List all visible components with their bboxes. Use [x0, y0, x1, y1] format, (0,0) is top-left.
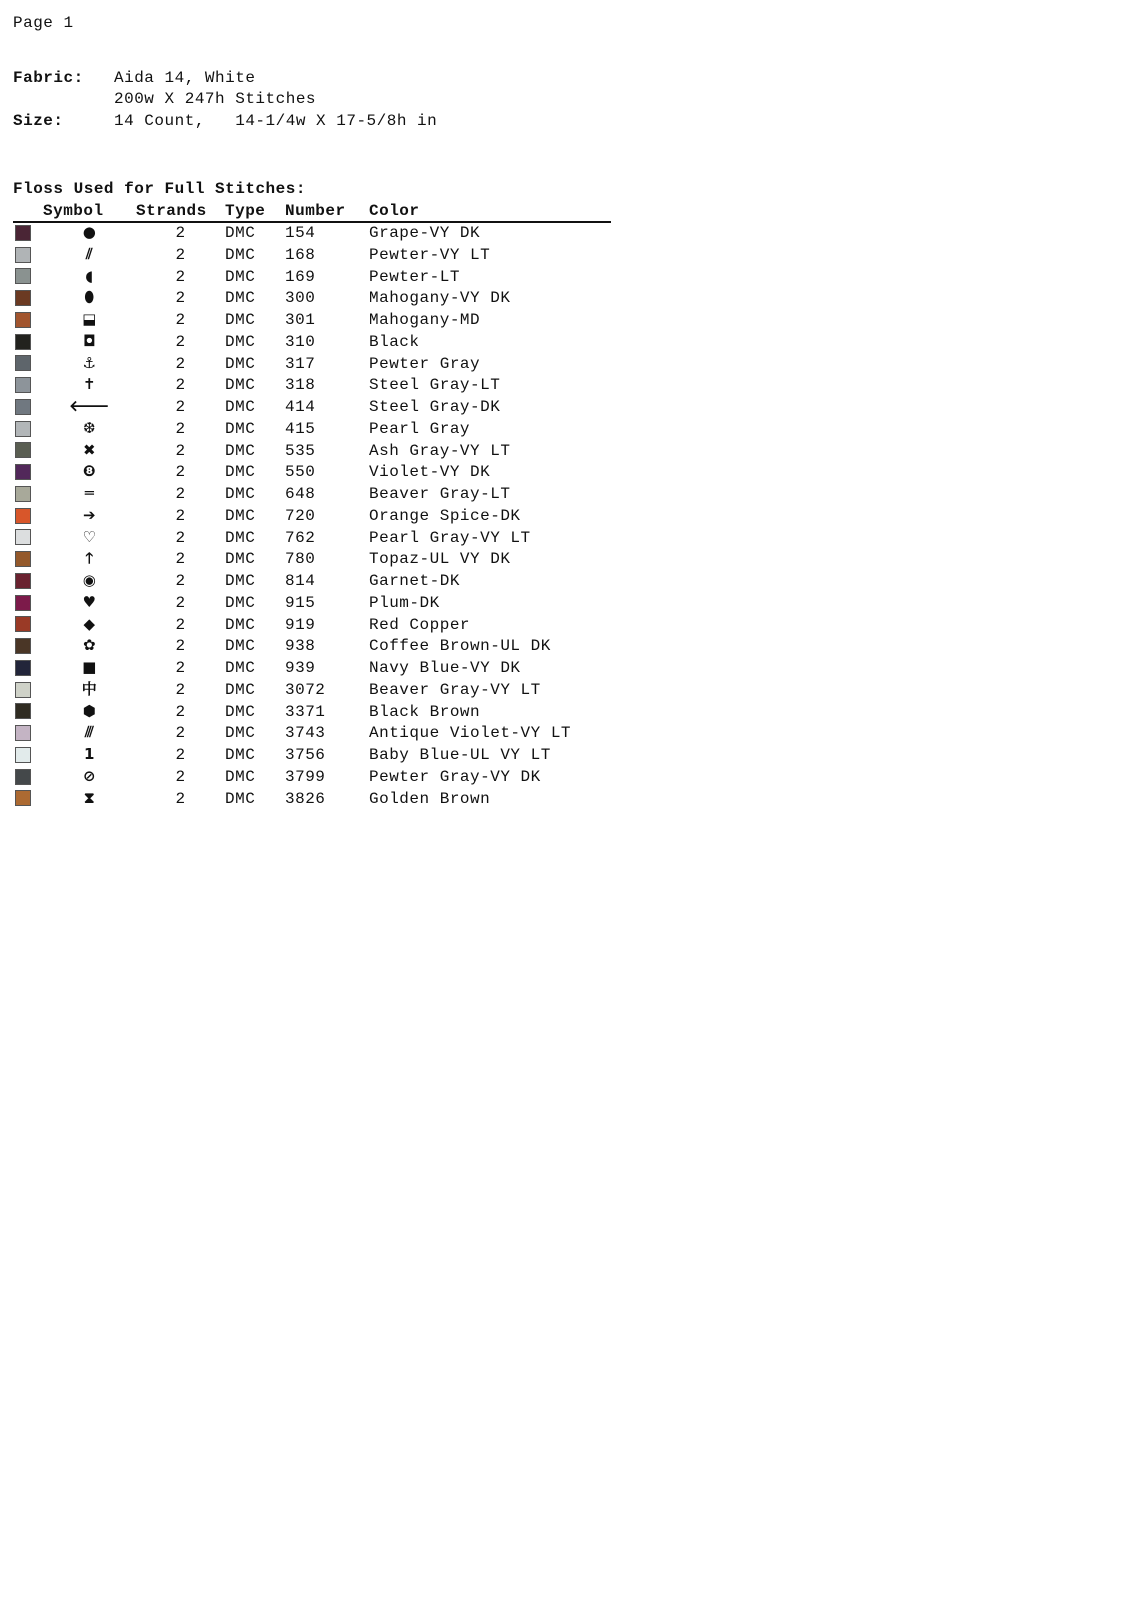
color-name-cell: Golden Brown [369, 789, 491, 808]
color-swatch [15, 377, 31, 393]
type-cell: DMC [225, 724, 256, 743]
type-cell: DMC [225, 354, 256, 373]
table-row [13, 310, 611, 332]
color-name-cell: Red Copper [369, 615, 471, 634]
stitch-symbol-icon: ➔ [82, 505, 97, 524]
number-cell: 3743 [285, 724, 326, 743]
color-swatch [15, 638, 31, 654]
stitch-symbol-icon: ◘ [82, 331, 97, 350]
type-cell: DMC [225, 419, 256, 438]
table-row [13, 419, 611, 441]
color-swatch [15, 268, 31, 284]
strands-cell: 2 [175, 332, 186, 351]
symbol-header: Symbol [43, 201, 136, 222]
table-row [13, 723, 611, 745]
type-cell: DMC [225, 463, 256, 482]
floss-rows [13, 222, 611, 810]
stitch-symbol-icon: ⬮ [84, 288, 95, 307]
number-cell: 310 [285, 332, 316, 351]
strands-cell: 2 [175, 637, 186, 656]
strands-cell: 2 [175, 398, 186, 416]
number-cell: 168 [285, 245, 316, 264]
color-swatch [15, 551, 31, 567]
stitch-symbol-icon: ✖ [82, 440, 97, 459]
color-name-cell: Pearl Gray [369, 419, 471, 438]
strands-cell: 2 [175, 463, 186, 482]
color-name-cell: Garnet-DK [369, 572, 460, 590]
color-name-cell: Baby Blue-UL VY LT [369, 746, 551, 764]
type-cell: DMC [225, 789, 256, 808]
strands-cell: 2 [175, 767, 186, 786]
color-name-cell: Pewter Gray [369, 354, 481, 373]
number-cell: 3371 [285, 702, 326, 721]
color-name-cell: Black Brown [369, 702, 481, 721]
number-cell: 3826 [285, 789, 326, 808]
fabric-value: Aida 14, White [114, 69, 256, 87]
strands-cell: 2 [175, 789, 186, 808]
color-name-cell: Steel Gray-DK [369, 398, 501, 416]
strands-cell: 2 [175, 593, 186, 612]
color-name-cell: Pewter-VY LT [369, 245, 491, 264]
stitch-count: 200w X 247h Stitches [114, 90, 317, 108]
strands-cell: 2 [175, 485, 186, 503]
number-cell: 720 [285, 506, 316, 525]
type-cell: DMC [225, 485, 256, 503]
stitch-symbol-icon: ⚓ [82, 353, 97, 372]
type-cell: DMC [225, 245, 256, 264]
color-swatch [15, 573, 31, 589]
table-row [13, 767, 611, 789]
type-cell: DMC [225, 376, 256, 395]
type-cell: DMC [225, 659, 256, 677]
stitch-symbol-icon: ⧗ [83, 788, 96, 807]
type-cell: DMC [225, 528, 256, 547]
type-cell: DMC [225, 572, 256, 590]
number-cell: 169 [285, 267, 316, 286]
fabric-line [13, 68, 255, 88]
type-cell: DMC [225, 224, 256, 242]
type-cell: DMC [225, 332, 256, 351]
type-cell: DMC [225, 267, 256, 286]
strands-cell: 2 [175, 528, 186, 547]
strands-cell: 2 [175, 506, 186, 525]
fabric-key: Fabric: [13, 69, 84, 87]
table-row [13, 484, 611, 506]
color-name-cell: Topaz-UL VY DK [369, 550, 511, 569]
stitch-symbol-icon: 🡑 [85, 549, 94, 568]
number-cell: 939 [285, 659, 316, 677]
strands-cell: 2 [175, 572, 186, 590]
number-cell: 317 [285, 354, 316, 373]
color-name-cell: Beaver Gray-VY LT [369, 680, 541, 699]
table-row [13, 745, 611, 767]
type-cell: DMC [225, 615, 256, 634]
color-swatch [15, 334, 31, 350]
stitch-symbol-icon: ✝ [82, 375, 97, 394]
table-row [13, 636, 611, 658]
number-cell: 318 [285, 376, 316, 395]
stitch-symbol-icon: 🡐 [69, 397, 110, 415]
section-title: Floss Used for Full Stitches: [13, 180, 306, 198]
color-name-cell: Beaver Gray-LT [369, 485, 511, 503]
color-name-cell: Steel Gray-LT [369, 376, 501, 395]
strands-cell: 2 [175, 615, 186, 634]
type-cell: DMC [225, 311, 256, 329]
color-name-cell: Plum-DK [369, 593, 440, 612]
strands-cell: 2 [175, 354, 186, 373]
color-name-cell: Antique Violet-VY LT [369, 724, 572, 743]
table-row [13, 615, 611, 637]
stitch-symbol-icon: ● [82, 223, 97, 241]
type-cell: DMC [225, 680, 256, 699]
table-row [13, 789, 611, 811]
table-row [13, 528, 611, 550]
type-cell: DMC [225, 441, 256, 460]
color-swatch [15, 660, 31, 676]
color-swatch [15, 442, 31, 458]
color-swatch [15, 595, 31, 611]
number-header: Number [285, 201, 369, 222]
color-swatch [15, 486, 31, 502]
table-row [13, 332, 611, 354]
color-swatch [15, 769, 31, 785]
strands-cell: 2 [175, 659, 186, 677]
strands-cell: 2 [175, 680, 186, 699]
strands-cell: 2 [175, 702, 186, 721]
color-swatch [15, 247, 31, 263]
stitch-symbol-icon: 1 [84, 745, 95, 763]
strands-cell: 2 [175, 724, 186, 743]
color-name-cell: Grape-VY DK [369, 224, 481, 242]
page-label: Page 1 [13, 14, 74, 32]
color-header: Color [369, 201, 611, 222]
stitch-symbol-icon: ❽ [82, 462, 97, 481]
color-swatch [15, 421, 31, 437]
stitch-symbol-icon: ⬢ [82, 701, 97, 720]
type-cell: DMC [225, 289, 256, 308]
color-swatch [15, 529, 31, 545]
color-name-cell: Mahogany-VY DK [369, 289, 511, 308]
stitch-symbol-icon: ⊘ [82, 766, 97, 785]
color-name-cell: Coffee Brown-UL DK [369, 637, 551, 656]
table-row [13, 506, 611, 528]
table-row [13, 222, 611, 245]
size-value: 14 Count, 14-1/4w X 17-5/8h in [114, 112, 438, 130]
stitch-symbol-icon: ❆ [82, 418, 97, 437]
number-cell: 648 [285, 485, 316, 503]
table-row [13, 462, 611, 484]
table-row [13, 658, 611, 680]
strands-cell: 2 [175, 289, 186, 308]
table-row [13, 593, 611, 615]
number-cell: 915 [285, 593, 316, 612]
table-row [13, 245, 611, 267]
number-cell: 814 [285, 572, 316, 590]
strands-cell: 2 [175, 419, 186, 438]
color-swatch [15, 616, 31, 632]
type-cell: DMC [225, 550, 256, 569]
strands-cell: 2 [175, 311, 186, 329]
number-cell: 762 [285, 528, 316, 547]
stitch-symbol-icon: ◉ [82, 571, 97, 589]
table-row [13, 397, 611, 419]
color-swatch [15, 464, 31, 480]
color-name-cell: Pearl Gray-VY LT [369, 528, 531, 547]
color-swatch [15, 290, 31, 306]
type-cell: DMC [225, 767, 256, 786]
strands-cell: 2 [175, 376, 186, 395]
color-swatch [15, 790, 31, 806]
stitch-symbol-icon: ■ [82, 658, 97, 676]
number-cell: 919 [285, 615, 316, 634]
number-cell: 154 [285, 224, 316, 242]
number-cell: 550 [285, 463, 316, 482]
color-name-cell: Navy Blue-VY DK [369, 659, 521, 677]
stitch-symbol-icon: ⬓ [82, 310, 97, 328]
color-name-cell: Ash Gray-VY LT [369, 441, 511, 460]
strands-cell: 2 [175, 245, 186, 264]
table-row [13, 288, 611, 310]
color-swatch [15, 399, 31, 415]
color-swatch [15, 508, 31, 524]
table-row [13, 354, 611, 376]
table-row [13, 571, 611, 593]
type-cell: DMC [225, 398, 256, 416]
strands-cell: 2 [175, 550, 186, 569]
color-name-cell: Violet-VY DK [369, 463, 491, 482]
number-cell: 3799 [285, 767, 326, 786]
number-cell: 3072 [285, 680, 326, 699]
size-line [13, 111, 437, 131]
table-row [13, 680, 611, 702]
type-cell: DMC [225, 637, 256, 656]
table-row [13, 267, 611, 289]
color-swatch [15, 725, 31, 741]
number-cell: 3756 [285, 746, 326, 764]
color-name-cell: Black [369, 332, 420, 351]
number-cell: 780 [285, 550, 316, 569]
color-name-cell: Orange Spice-DK [369, 506, 521, 525]
size-key: Size: [13, 112, 64, 130]
number-cell: 300 [285, 289, 316, 308]
stitch-symbol-icon: ♡ [82, 527, 97, 546]
number-cell: 415 [285, 419, 316, 438]
type-cell: DMC [225, 702, 256, 721]
stitch-symbol-icon: ✿ [82, 636, 97, 655]
number-cell: 938 [285, 637, 316, 656]
table-row [13, 549, 611, 571]
color-swatch [15, 747, 31, 763]
strands-cell: 2 [175, 267, 186, 286]
strands-header: Strands [136, 201, 225, 222]
floss-table [13, 201, 611, 810]
stitch-symbol-icon: ◆ [83, 614, 96, 633]
type-cell: DMC [225, 593, 256, 612]
color-swatch [15, 682, 31, 698]
color-name-cell: Pewter Gray-VY DK [369, 767, 541, 786]
type-header: Type [225, 201, 285, 222]
number-cell: 535 [285, 441, 316, 460]
color-swatch [15, 312, 31, 328]
table-row [13, 702, 611, 724]
table-row [13, 441, 611, 463]
number-cell: 414 [285, 398, 316, 416]
stitch-symbol-icon: ♥ [82, 592, 97, 611]
stitches-line [13, 89, 316, 109]
color-swatch [15, 355, 31, 371]
color-name-cell: Mahogany-MD [369, 311, 481, 329]
table-header-row [13, 201, 611, 222]
stitch-symbol-icon: ◖ [85, 266, 94, 285]
color-name-cell: Pewter-LT [369, 267, 460, 286]
stitch-symbol-icon: ⫽ [85, 244, 94, 263]
type-cell: DMC [225, 506, 256, 525]
stitch-symbol-icon: 中 [81, 679, 98, 698]
strands-cell: 2 [175, 746, 186, 764]
number-cell: 301 [285, 311, 316, 329]
stitch-symbol-icon: ⫻ [84, 723, 95, 742]
stitch-symbol-icon: ═ [84, 484, 95, 502]
table-row [13, 375, 611, 397]
strands-cell: 2 [175, 224, 186, 242]
color-swatch [15, 225, 31, 241]
type-cell: DMC [225, 746, 256, 764]
color-swatch [15, 703, 31, 719]
strands-cell: 2 [175, 441, 186, 460]
